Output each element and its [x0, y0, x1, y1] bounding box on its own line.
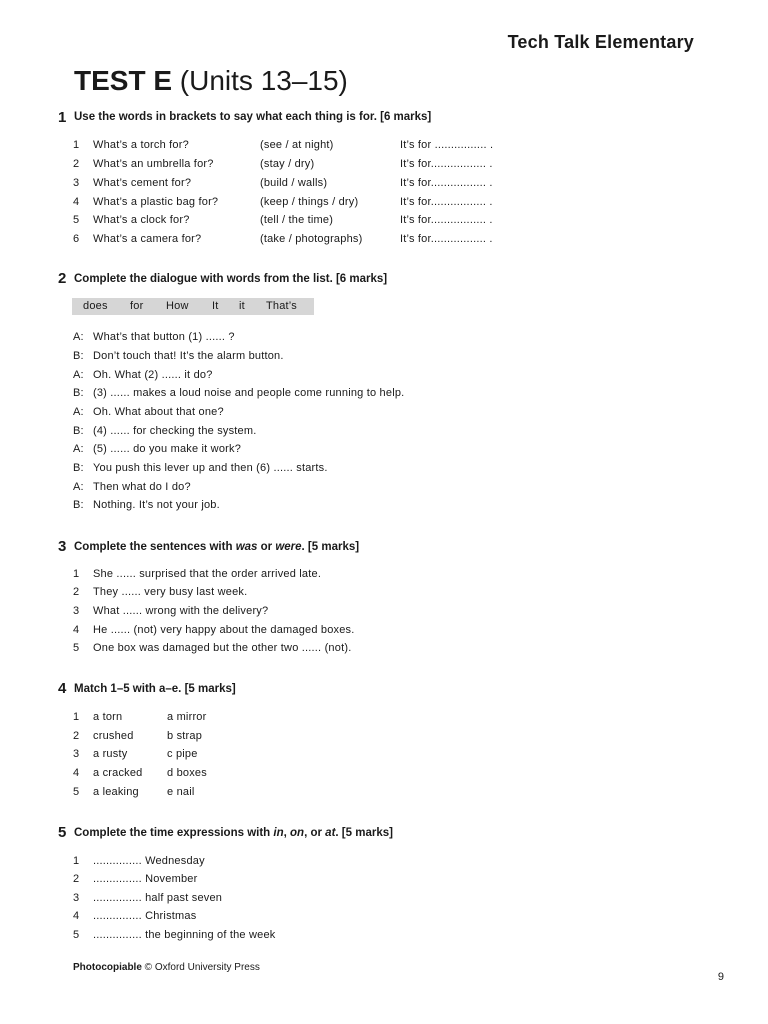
section-3-number: 3 [58, 538, 67, 555]
dialogue-text: (3) ...... makes a loud noise and people come running to help. [93, 387, 405, 399]
s1-answer: It’s for ................ . [400, 139, 494, 151]
dialogue-speaker: A: [73, 406, 84, 418]
s1-question: What’s a plastic bag for? [93, 196, 219, 208]
dialogue-speaker: B: [73, 387, 84, 399]
s5-instr-at: at [325, 827, 336, 839]
s3-instr-or: or [257, 541, 276, 553]
s5-row-number: 2 [73, 873, 80, 885]
s1-question: What’s cement for? [93, 177, 192, 189]
s5-instr-sep2: , or [304, 827, 326, 839]
dialogue-speaker: B: [73, 462, 84, 474]
s4-row-number: 2 [73, 730, 80, 742]
s1-hint: (stay / dry) [260, 158, 315, 170]
s3-row-number: 3 [73, 605, 80, 617]
s4-row-number: 5 [73, 786, 80, 798]
section-2-number: 2 [58, 270, 67, 287]
dialogue-speaker: B: [73, 425, 84, 437]
s4-row-number: 1 [73, 711, 80, 723]
s3-instr-post: . [5 marks] [301, 541, 360, 553]
s3-sentence: One box was damaged but the other two ...... (not). [93, 642, 352, 654]
dialogue-text: Oh. What about that one? [93, 406, 224, 418]
s1-row-number: 2 [73, 158, 80, 170]
s1-row-number: 4 [73, 196, 80, 208]
section-1-number: 1 [58, 109, 67, 126]
s3-instr-pre: Complete the sentences with [74, 541, 236, 553]
dialogue-speaker: A: [73, 443, 84, 455]
s5-expression: ............... half past seven [93, 892, 223, 904]
footer-publisher: © Oxford University Press [141, 962, 260, 973]
dialogue-text: Then what do I do? [93, 481, 191, 493]
s1-answer: It’s for................. . [400, 177, 493, 189]
dialogue-text: (5) ...... do you make it work? [93, 443, 242, 455]
s5-instr-pre: Complete the time expressions with [74, 827, 274, 839]
s3-sentence: What ...... wrong with the delivery? [93, 605, 269, 617]
s1-answer: It’s for................. . [400, 158, 493, 170]
s3-instr-was: was [235, 541, 258, 553]
s5-instr-in: in [273, 827, 284, 839]
s1-row-number: 5 [73, 214, 80, 226]
s1-row-number: 1 [73, 139, 80, 151]
dialogue-speaker: B: [73, 350, 84, 362]
s5-instr-post: . [5 marks] [335, 827, 393, 839]
s1-hint: (see / at night) [260, 139, 334, 151]
s1-hint: (take / photographs) [260, 233, 363, 245]
s5-expression: ............... the beginning of the week [93, 929, 276, 941]
s3-row-number: 1 [73, 568, 80, 580]
dialogue-text: What’s that button (1) ...... ? [93, 331, 235, 343]
s5-row-number: 1 [73, 855, 80, 867]
dialogue-text: Don’t touch that! It’s the alarm button. [93, 350, 284, 362]
section-5-number: 5 [58, 824, 67, 841]
s1-row-number: 6 [73, 233, 80, 245]
word-list-item: for [130, 300, 144, 312]
s4-left-item: a cracked [93, 767, 143, 779]
s4-row-number: 3 [73, 748, 80, 760]
word-list-item: That’s [266, 300, 297, 312]
section-1-instruction: Use the words in brackets to say what each thing is for. [6 marks] [74, 111, 432, 123]
s4-right-item: e nail [167, 786, 195, 798]
s1-answer: It’s for................. . [400, 214, 493, 226]
s4-row-number: 4 [73, 767, 80, 779]
s4-right-item: d boxes [167, 767, 207, 779]
word-list-item: it [239, 300, 245, 312]
footer-photocopiable: Photocopiable [73, 962, 142, 973]
s4-left-item: a torn [93, 711, 123, 723]
s1-row-number: 3 [73, 177, 80, 189]
s1-question: What’s a camera for? [93, 233, 202, 245]
s3-row-number: 5 [73, 642, 80, 654]
dialogue-text: Oh. What (2) ...... it do? [93, 369, 213, 381]
book-title: Tech Talk Elementary [507, 32, 694, 52]
s3-sentence: He ...... (not) very happy about the damaged boxes. [93, 624, 355, 636]
s1-question: What’s a clock for? [93, 214, 190, 226]
word-list-item: It [212, 300, 219, 312]
footer-copyright [73, 962, 260, 973]
section-2-instruction: Complete the dialogue with words from the list. [6 marks] [74, 273, 388, 285]
s4-left-item: a rusty [93, 748, 128, 760]
s3-sentence: She ...... surprised that the order arrived late. [93, 568, 322, 580]
s4-right-item: a mirror [167, 711, 207, 723]
s5-row-number: 5 [73, 929, 80, 941]
dialogue-text: Nothing. It’s not your job. [93, 499, 220, 511]
s4-left-item: crushed [93, 730, 134, 742]
s3-sentence: They ...... very busy last week. [93, 586, 248, 598]
word-list-box [72, 298, 314, 315]
test-title-bold: TEST E [74, 65, 173, 96]
s1-hint: (tell / the time) [260, 214, 334, 226]
s1-answer: It’s for................. . [400, 196, 493, 208]
word-list-item: How [166, 300, 189, 312]
s5-expression: ............... November [93, 873, 198, 885]
dialogue-speaker: A: [73, 481, 84, 493]
dialogue-text: (4) ...... for checking the system. [93, 425, 257, 437]
dialogue-speaker: A: [73, 369, 84, 381]
dialogue-speaker: A: [73, 331, 84, 343]
section-4-instruction: Match 1–5 with a–e. [5 marks] [74, 683, 236, 695]
s5-row-number: 4 [73, 910, 80, 922]
section-3-instruction [74, 541, 359, 553]
s5-expression: ............... Christmas [93, 910, 197, 922]
section-4-number: 4 [58, 680, 67, 697]
s1-hint: (build / walls) [260, 177, 328, 189]
dialogue-text: You push this lever up and then (6) ...... starts. [93, 462, 328, 474]
s5-expression: ............... Wednesday [93, 855, 205, 867]
page-number: 9 [717, 971, 724, 983]
dialogue-speaker: B: [73, 499, 84, 511]
s1-question: What’s an umbrella for? [93, 158, 214, 170]
s1-question: What’s a torch for? [93, 139, 189, 151]
s4-left-item: a leaking [93, 786, 139, 798]
s1-hint: (keep / things / dry) [260, 196, 359, 208]
test-title [74, 64, 348, 98]
s3-instr-were: were [275, 541, 302, 553]
s5-row-number: 3 [73, 892, 80, 904]
s5-instr-sep1: , [283, 827, 291, 839]
s3-row-number: 4 [73, 624, 80, 636]
s4-right-item: b strap [167, 730, 203, 742]
section-5-instruction [74, 827, 393, 839]
test-title-units: (Units 13–15) [179, 65, 348, 96]
word-list-item: does [83, 300, 108, 312]
s1-answer: It’s for................. . [400, 233, 493, 245]
s4-right-item: c pipe [167, 748, 198, 760]
s3-row-number: 2 [73, 586, 80, 598]
s5-instr-on: on [290, 827, 305, 839]
